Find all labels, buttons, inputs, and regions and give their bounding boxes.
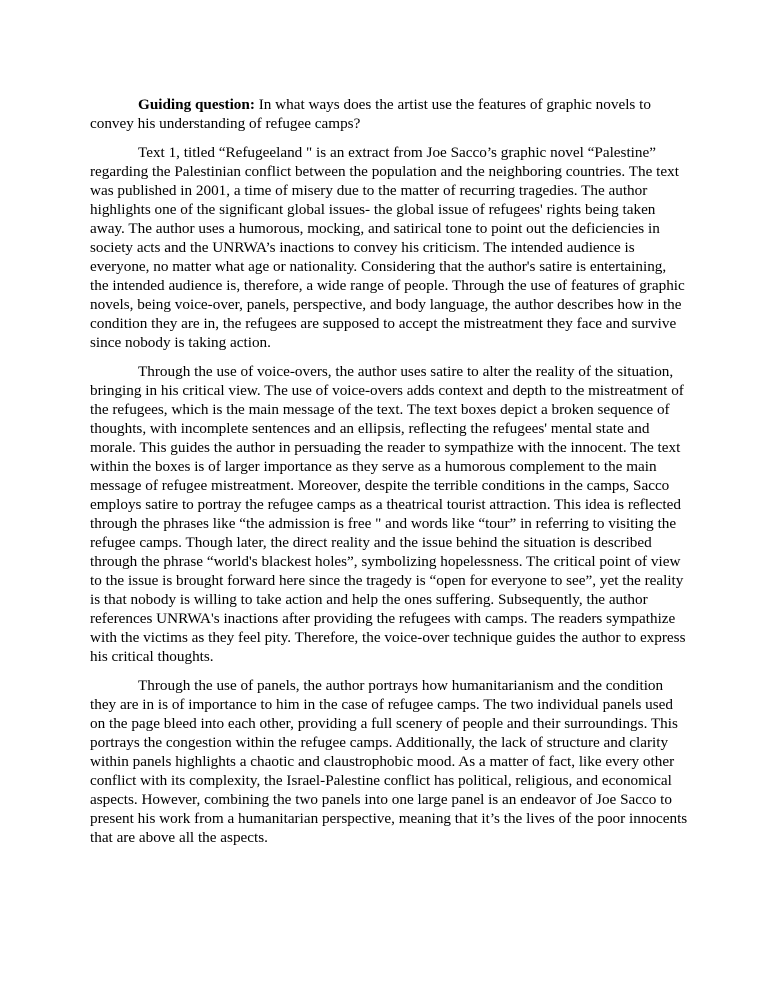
paragraph-voice-overs: Through the use of voice-overs, the author uses satire to alter the reality of the situation, bringing in his critical view. The use of voice-overs adds context and depth to the mistreatment of the refugees, which is the main message of the text. The text boxes depict a broken sequence of thoughts, with incomplete sentences and an ellipsis, reflecting the refugees' mental state and morale. This guides the author in persuading the reader to sympathize with the innocent. The text within the boxes is of larger importance as they serve as a humorous complement to the main message of refugee mistreatment. Moreover, despite the terrible conditions in the camps, Sacco employs satire to portray the refugee camps as a theatrical tourist attraction. This idea is reflected through the phrases like “the admission is free " and words like “tour” in referring to visiting the refugee camps. Though later, the direct reality and the issue behind the situation is described through the phrase “world's blackest holes”, symbolizing hopelessness. The critical point of view to the issue is brought forward here since the tragedy is “open for everyone to see”, yet the reality is that nobody is willing to take action and help the ones suffering. Subsequently, the author references UNRWA's inactions after providing the refugees with camps. The readers sympathize with the victims as they feel pity. Therefore, the voice-over technique guides the author to express his critical thoughts.	[90, 363, 686, 665]
paragraph-intro: Text 1, titled “Refugeeland " is an extract from Joe Sacco’s graphic novel “Palestine” regarding the Palestinian conflict between the population and the neighboring countries. The text was published in 2001, a time of misery due to the matter of recurring tragedies. The author highlights one of the significant global issues- the global issue of refugees' rights being taken away. The author uses a humorous, mocking, and satirical tone to point out the deficiencies in society acts and the UNRWA’s inactions to convey his criticism. The intended audience is everyone, no matter what age or nationality. Considering that the author's satire is entertaining, the intended audience is, therefore, a wide range of people. Through the use of features of graphic novels, being voice-over, panels, perspective, and body language, the author describes how in the condition they are in, the refugees are supposed to accept the mistreatment they face and survive since nobody is taking action.	[90, 144, 685, 351]
guiding-question	[90, 95, 688, 133]
guiding-question-label: Guiding question:	[138, 96, 255, 113]
document-page	[90, 95, 688, 857]
guiding-question-text: In what ways does the artist use the features of graphic novels to convey his understanding of refugee camps?	[90, 96, 651, 132]
paragraph-panels: Through the use of panels, the author portrays how humanitarianism and the condition they are in is of importance to him in the case of refugee camps. The two individual panels used on the page bleed into each other, providing a full scenery of people and their surroundings. This portrays the congestion within the refugee camps. Additionally, the lack of structure and clarity within panels highlights a chaotic and claustrophobic mood. As a matter of fact, like every other conflict with its complexity, the Israel-Palestine conflict has political, religious, and economical aspects. However, combining the two panels into one large panel is an endeavor of Joe Sacco to present his work from a humanitarian perspective, meaning that it’s the lives of the poor innocents that are above all the aspects.	[90, 677, 688, 846]
